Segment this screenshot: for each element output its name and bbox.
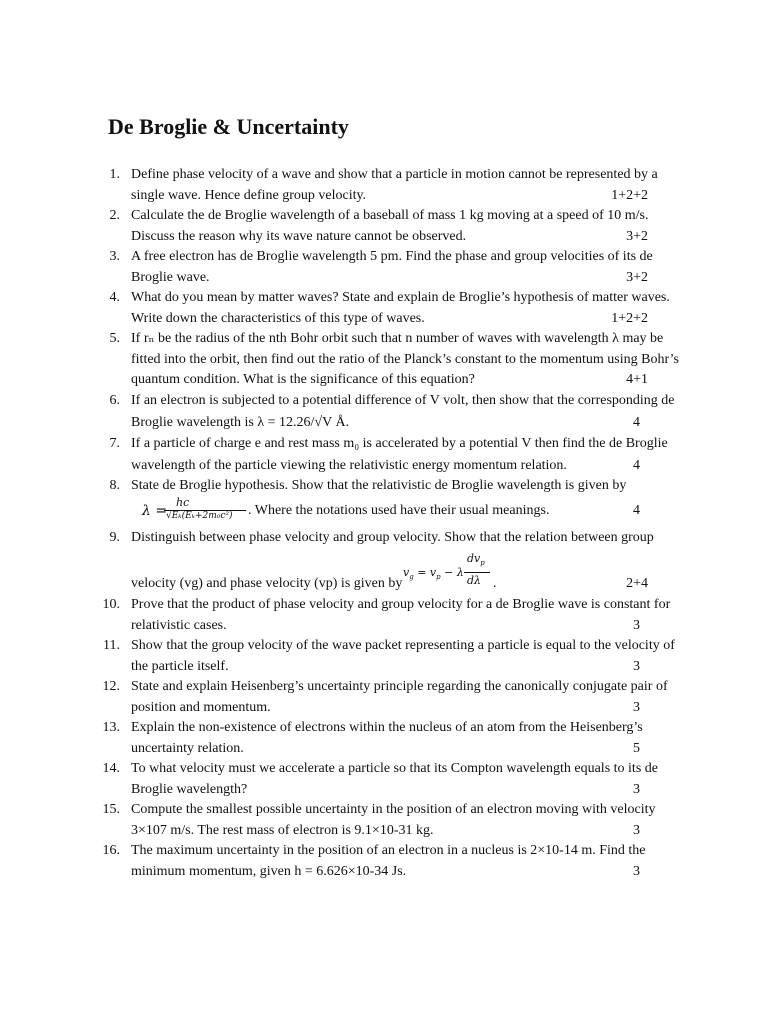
question-number: 1. (109, 167, 120, 182)
question-marks: 3 (633, 864, 640, 879)
question-number: 9. (109, 530, 120, 545)
question-number: 11. (103, 638, 120, 653)
question-text: Prove that the product of phase velocity and group velocity for a de Broglie wave is constant for (131, 597, 671, 612)
formula-minus: − λ (440, 566, 464, 579)
question-number: 14. (102, 761, 120, 776)
question-text: State de Broglie hypothesis. Show that the relativistic de Broglie wavelength is given by (131, 478, 627, 493)
question-marks: 3 (633, 700, 640, 715)
question-text: Calculate the de Broglie wavelength of a baseball of mass 1 kg moving at a speed of 10 m/s. (131, 208, 649, 223)
question-text: Define phase velocity of a wave and show that a particle in motion cannot be represented by a (131, 167, 658, 182)
question-number: 6. (109, 393, 120, 408)
question-number: 13. (102, 720, 120, 735)
question-number: 16. (102, 843, 120, 858)
question-marks: 3 (633, 618, 640, 633)
formula-vg-sub: g (409, 573, 414, 582)
question-text: Broglie wavelength is λ = 12.26/√V Å. (131, 415, 350, 430)
question-number: 10. (102, 597, 120, 612)
fraction-bar (464, 572, 490, 573)
formula-numerator: hc (176, 496, 190, 509)
question-text: State and explain Heisenberg’s uncertainty principle regarding the canonically conjugate pair of (131, 679, 668, 694)
question-text: 3×107 m/s. The rest mass of electron is 9.1×10-31 kg. (131, 823, 434, 838)
question-text: Compute the smallest possible uncertainty in the position of an electron moving with velocity (131, 802, 656, 817)
question-number: 12. (102, 679, 120, 694)
question-text: Broglie wave. (131, 270, 210, 285)
question-number: 2. (109, 208, 120, 223)
question-marks: 3 (633, 823, 640, 838)
question-text: uncertainty relation. (131, 741, 244, 756)
question-marks: 1+2+2 (611, 311, 648, 326)
question-marks: 5 (633, 741, 640, 756)
question-text: . Where the notations used have their usual meanings. (248, 503, 550, 518)
formula-lhs: λ = (142, 503, 168, 519)
page-title: De Broglie & Uncertainty (108, 114, 349, 139)
formula-dv: dv (467, 552, 481, 565)
formula-eq: = v (413, 566, 437, 579)
question-text: wavelength of the particle viewing the relativistic energy momentum relation. (131, 458, 567, 473)
question-marks: 4 (633, 415, 640, 430)
question-marks: 2+4 (626, 576, 648, 591)
question-text: Write down the characteristics of this type of waves. (131, 311, 425, 326)
question-marks: 4+1 (626, 372, 648, 387)
question-text: Explain the non-existence of electrons within the nucleus of an atom from the Heisenberg’s (131, 720, 643, 735)
question-number: 8. (109, 478, 120, 493)
question-text: If rₙ be the radius of the nth Bohr orbit such that n number of waves with wavelength λ may be (131, 331, 664, 346)
question-text: If a particle of charge e and rest mass m₀ is accelerated by a potential V then find the de Broglie (131, 436, 668, 451)
relativistic-wavelength-formula (142, 498, 252, 526)
question-text: position and momentum. (131, 700, 271, 715)
question-text: velocity (vg) and phase velocity (vp) is given by (131, 576, 403, 591)
question-text: Discuss the reason why its wave nature cannot be observed. (131, 229, 467, 244)
question-marks: 3+2 (626, 229, 648, 244)
question-marks: 4 (633, 458, 640, 473)
question-number: 3. (109, 249, 120, 264)
question-text: minimum momentum, given h = 6.626×10-34 Js. (131, 864, 407, 879)
question-text: relativistic cases. (131, 618, 227, 633)
group-velocity-formula (403, 552, 493, 592)
formula-vp-sub: p (436, 573, 441, 582)
question-text: Show that the group velocity of the wave packet representing a particle is equal to the velocity of (131, 638, 675, 653)
question-marks: 1+2+2 (611, 188, 648, 203)
question-number: 5. (109, 331, 120, 346)
question-marks: 4 (633, 503, 640, 518)
question-text: What do you mean by matter waves? State and explain de Broglie’s hypothesis of matter waves. (131, 290, 670, 305)
question-text: fitted into the orbit, then find out the ratio of the Planck’s constant to the momentum using Bohr’s (131, 352, 679, 367)
question-text: If an electron is subjected to a potential difference of V volt, then show that the corresponding de (131, 393, 675, 408)
question-text: single wave. Hence define group velocity. (131, 188, 367, 203)
question-marks: 3 (633, 659, 640, 674)
question-text: To what velocity must we accelerate a particle so that its Compton wavelength equals to its de (131, 761, 658, 776)
question-number: 15. (102, 802, 120, 817)
question-text: Broglie wavelength? (131, 782, 248, 797)
formula-vg: v (403, 566, 410, 579)
formula-dlambda: dλ (467, 574, 482, 587)
question-text: the particle itself. (131, 659, 229, 674)
question-number: 4. (109, 290, 120, 305)
question-text: The maximum uncertainty in the position of an electron in a nucleus is 2×10-14 m. Find the (131, 843, 646, 858)
formula-denominator: √Eₖ(Eₖ+2m₀c²) (166, 511, 233, 521)
formula-period: . (493, 576, 497, 591)
formula-dv-sub: p (480, 559, 485, 568)
question-text: quantum condition. What is the significance of this equation? (131, 372, 475, 387)
question-text: A free electron has de Broglie wavelength 5 pm. Find the phase and group velocities of its de (131, 249, 653, 264)
question-number: 7. (109, 436, 120, 451)
question-marks: 3 (633, 782, 640, 797)
question-text: Distinguish between phase velocity and group velocity. Show that the relation between group (131, 530, 654, 545)
question-marks: 3+2 (626, 270, 648, 285)
